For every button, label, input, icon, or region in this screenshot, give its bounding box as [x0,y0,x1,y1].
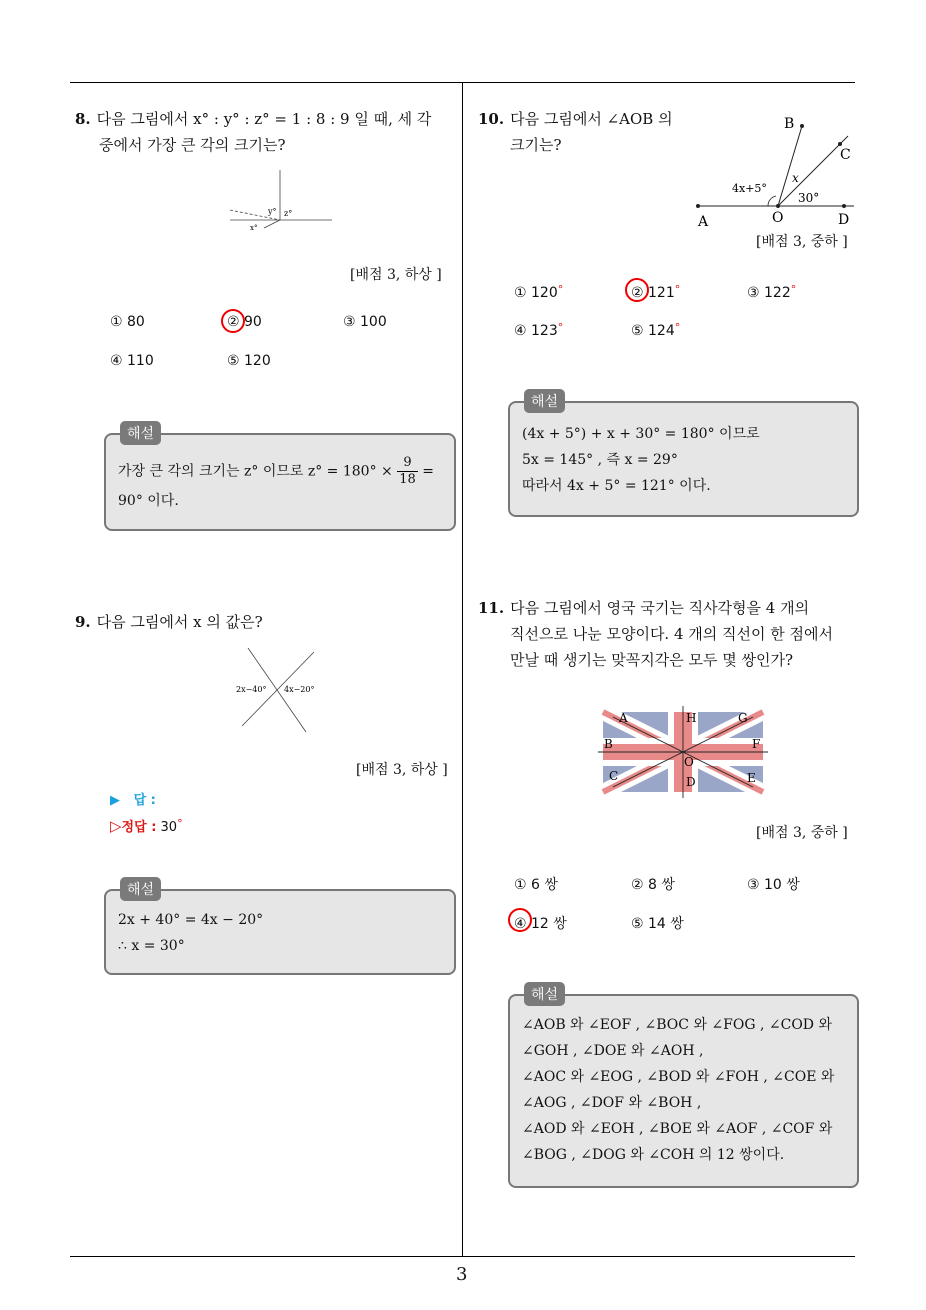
choice-text: 124 [648,323,675,339]
fraction-denominator: 18 [399,472,416,487]
question-8-figure [226,168,336,232]
fig8-y-label: y° [268,207,277,216]
answer-label: 답 : [133,793,156,808]
q8-choice-5[interactable] [227,353,271,369]
q11-choice-1[interactable] [514,874,558,894]
q10-sol-line1: (4x + 5°) + x + 30° = 180° 이므로 [522,426,760,442]
fig11-E-label: E [747,771,756,785]
question-9-number: 9. [75,613,91,631]
selected-circle-icon [508,908,532,932]
q11-sol-line: ∠AOB 와 ∠EOF , ∠BOC 와 ∠FOG , ∠COD 와 [522,1017,832,1033]
correct-value: 30 [160,820,178,835]
question-9-answer[interactable] [110,789,156,808]
choice-mark: ① [110,314,123,330]
q9-sol-line2: ∴ x = 30° [118,938,185,954]
choice-text: 8 쌍 [648,877,675,893]
question-10-number: 10. [478,110,505,128]
q11-choice-2[interactable] [631,874,675,894]
page-number: 3 [456,1264,468,1285]
question-11-number: 11. [478,599,505,617]
selected-circle-icon [625,278,649,302]
fig9-left-label: 2x−40° [236,685,267,694]
q11-choice-4[interactable] [514,913,567,933]
q10-choice-3[interactable] [747,283,796,301]
question-8-line2: 중에서 가장 큰 각의 크기는? [99,136,286,154]
question-11-flag-figure [596,704,772,800]
degree-mark: ° [674,321,681,334]
choice-text: 80 [127,314,145,330]
q8-choice-2[interactable] [227,314,262,330]
q11-sol-line: ∠GOH , ∠DOE 와 ∠AOH , [522,1043,704,1059]
q9-sol-line1: 2x + 40° = 4x − 20° [118,912,264,928]
choice-mark: ④ [514,916,527,932]
fig11-D-label: D [686,775,696,789]
choice-mark: ② [227,314,240,330]
q10-choice-1[interactable] [514,283,563,301]
q8-sol-line1 [118,455,444,488]
fig8-x-label: x° [250,224,258,232]
question-8-line1 [75,106,455,132]
degree-mark: ° [177,817,183,830]
question-10-solution [508,394,859,517]
fig10-x-label: x [792,171,799,185]
fig11-H-label: H [686,711,697,725]
degree-mark: ° [557,321,564,334]
choice-mark: ① [514,285,527,301]
column-divider [462,82,463,1257]
choice-mark: ⑤ [631,916,644,932]
choice-mark: ③ [747,877,760,893]
question-9-correct [110,816,183,835]
fraction-numerator: 9 [397,455,418,472]
question-9-text: 다음 그림에서 x 의 값은? [96,613,263,631]
question-11-score: [배점 3, 중하 ] [756,825,848,841]
degree-mark: ° [557,283,564,296]
fig11-C-label: C [609,769,619,783]
play-icon: ▶ [110,793,120,808]
fig11-A-label: A [619,711,628,725]
q10-choice-4[interactable] [514,321,563,339]
choice-mark: ② [631,877,644,893]
solution-tag: 해설 [524,389,565,413]
question-10 [478,106,673,158]
q10-choice-5[interactable] [631,321,680,339]
question-11-text1: 다음 그림에서 영국 국기는 직사각형을 4 개의 [510,599,810,617]
choice-mark: ③ [343,314,356,330]
q8-sol-eq: = [422,463,434,480]
question-8-text1: 다음 그림에서 x° : y° : z° = 1 : 8 : 9 일 때, 세 각 [96,110,432,128]
q8-choice-4[interactable] [110,353,154,369]
choice-mark: ⑤ [631,323,644,339]
q11-sol-line: ∠AOD 와 ∠EOH , ∠BOE 와 ∠AOF , ∠COF 와 [522,1121,833,1137]
question-10-line1 [478,106,673,132]
choice-text: 90 [244,314,262,330]
correct-label: 정답 : [121,820,157,835]
fig10-C-label: C [840,147,851,163]
question-9 [75,609,263,635]
choice-text: 12 쌍 [531,916,567,932]
choice-mark: ④ [514,323,527,339]
degree-mark: ° [790,283,797,296]
solution-tag: 해설 [524,982,565,1006]
question-8 [75,106,455,158]
q10-sol-line2: 5x = 145° , 즉 x = 29° [522,452,678,468]
solution-tag: 해설 [120,421,161,445]
fig10-angle1-label: 4x+5° [732,182,767,195]
choice-text: 122 [764,285,791,301]
choice-mark: ④ [110,353,123,369]
question-10-figure [694,110,860,232]
q11-choice-5[interactable] [631,913,684,933]
question-8-number: 8. [75,110,91,128]
selected-circle-icon [221,309,245,333]
question-8-solution [104,426,456,531]
fraction [397,455,418,488]
q8-choice-3[interactable] [343,314,387,330]
question-11-line1 [478,595,858,621]
q10-sol-line3: 따라서 4x + 5° = 121° 이다. [522,478,711,494]
choice-text: 120 [531,285,558,301]
solution-tag: 해설 [120,877,161,901]
q11-sol-line: ∠AOC 와 ∠EOG , ∠BOD 와 ∠FOH , ∠COE 와 [522,1069,835,1085]
choice-mark: ② [631,285,644,301]
choice-text: 123 [531,323,558,339]
choice-text: 110 [127,353,154,369]
q11-sol-line: ∠BOG , ∠DOG 와 ∠COH 의 12 쌍이다. [522,1147,785,1163]
q11-choice-3[interactable] [747,874,800,894]
fig11-F-label: F [752,737,761,751]
bottom-rule [70,1256,855,1257]
fig10-D-label: D [838,212,850,228]
fig10-A-label: A [698,214,709,230]
q8-sol-line2: 90° 이다. [118,493,179,509]
degree-mark: ° [674,283,681,296]
q11-sol-line: ∠AOG , ∠DOF 와 ∠BOH , [522,1095,702,1111]
question-9-solution [104,882,456,975]
question-11-line3: 만날 때 생기는 맞꼭지각은 모두 몇 쌍인가? [510,651,793,669]
choice-text: 121 [648,285,675,301]
fig8-z-label: z° [284,209,293,218]
q8-choice-1[interactable] [110,314,145,330]
choice-text: 10 쌍 [764,877,800,893]
q8-sol-text1: 가장 큰 각의 크기는 z° 이므로 z° = 180° × [118,463,393,480]
choice-mark: ⑤ [227,353,240,369]
fig11-O-label: O [684,755,694,769]
q10-choice-2[interactable] [631,283,680,301]
question-10-line2: 크기는? [510,136,562,154]
question-10-score: [배점 3, 중하 ] [756,234,848,250]
choice-text: 100 [360,314,387,330]
fig9-right-label: 4x−20° [284,685,315,694]
fig10-B-label: B [784,116,795,132]
question-9-score: [배점 3, 하상 ] [356,762,448,778]
fig10-O-label: O [772,210,784,226]
choice-mark: ③ [747,285,760,301]
fig11-G-label: G [738,711,748,725]
question-9-figure [234,646,324,734]
fig11-B-label: B [604,737,613,751]
triangle-outline-icon: ▷ [110,817,122,835]
choice-text: 14 쌍 [648,916,684,932]
fig10-angle2-label: 30° [798,191,820,205]
choice-text: 120 [244,353,271,369]
choice-text: 6 쌍 [531,877,558,893]
question-11-line2: 직선으로 나눈 모양이다. 4 개의 직선이 한 점에서 [510,625,833,643]
question-8-score: [배점 3, 하상 ] [350,267,442,283]
choice-mark: ① [514,877,527,893]
question-11-solution [508,987,859,1188]
question-11 [478,595,858,673]
question-10-text1: 다음 그림에서 ∠AOB 의 [510,110,673,128]
